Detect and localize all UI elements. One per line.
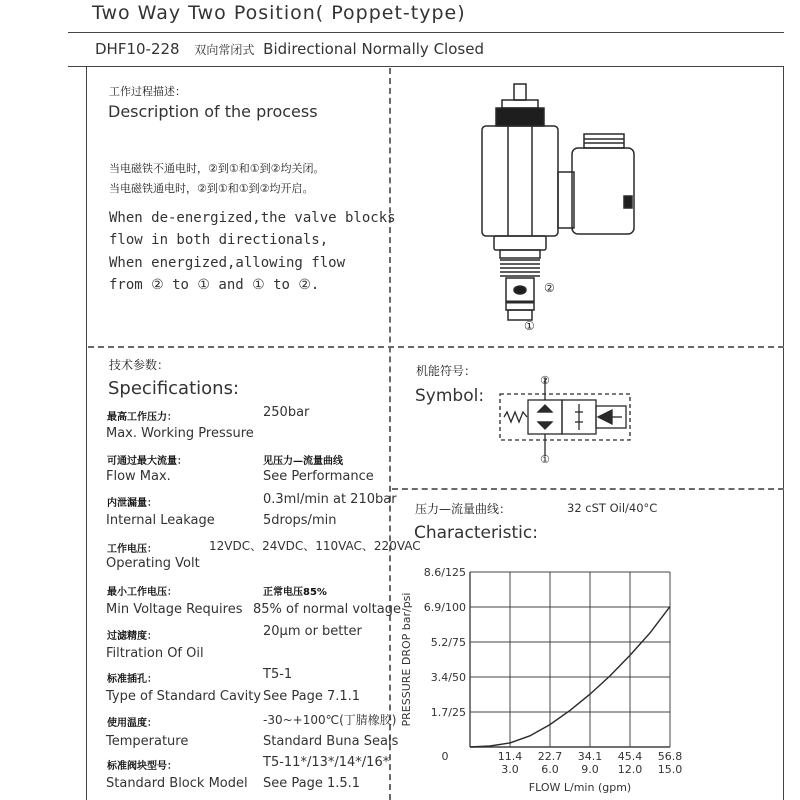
chart-y-tick-label: 5.2/75 [430,636,466,649]
spec-value: 250bar [263,405,310,420]
spec-label-cn: 最小工作电压： [107,587,177,598]
description-cn-line-2: 当电磁铁通电时，②到①和①到②均开启。 [109,182,314,195]
spec-value-2: See Page 1.5.1 [263,776,361,791]
spec-label-cn: 可通过最大流量： [107,456,187,467]
spec-label-cn: 内泄漏量： [107,498,157,509]
spec-label-en: Filtration Of Oil [106,646,204,661]
spec-label-en: Internal Leakage [106,513,215,528]
model-type-en: Bidirectional Normally Closed [263,40,484,58]
spec-value: 20μm or better [263,624,362,639]
description-heading-cn: 工作过程描述： [109,85,186,98]
model-line [95,40,484,58]
chart-x-tick-label-gpm: 9.0 [581,763,599,776]
spec-label-en: Type of Standard Cavity [106,689,262,704]
symbol-heading-en: Symbol: [415,386,485,406]
middle-divider [88,346,784,348]
chart-grid [470,572,670,747]
spec-value-cn: 正常电压85% [263,587,327,598]
spec-label-cn: 过滤精度： [107,631,157,642]
left-border [86,66,87,800]
spec-label-cn: 使用温度： [107,718,157,729]
spec-label-en: Operating Volt [106,556,200,571]
connector-plug [572,148,634,234]
model-number: DHF10-228 [95,40,180,58]
spec-value: T5-11*/13*/14*/16* [263,755,390,770]
chart-y-tick-label: 6.9/100 [423,601,466,614]
chart-y-axis-label: PRESSURE DROP bar/psi [400,592,413,727]
chart-ticks [424,566,682,776]
description-heading-en: Description of the process [108,102,318,121]
solenoid-coil [482,126,558,236]
spec-label-cn: 标准插孔： [107,674,157,685]
symbol-heading-cn: 机能符号： [416,364,477,378]
spec-label-en: Standard Block Model [106,776,248,791]
chart-x-axis-label: FLOW L/min (gpm) [528,781,632,794]
spec-value: 0.3ml/min at 210bar [263,492,397,507]
chart-x-tick-label-gpm: 15.0 [657,763,683,776]
symbol-port-1-label: ① [540,453,550,464]
valve-stem [514,84,526,100]
chart-y-tick-label: 3.4/50 [430,671,466,684]
spec-value-cn: 见压力—流量曲线 [263,456,343,467]
description-en-line-2: flow in both directionals, [109,232,329,248]
spec-value-2: See Page 7.1.1 [263,689,361,704]
description-cn-line-1: 当电磁铁不通电时，②到①和①到②均关闭。 [109,162,325,175]
spec-value: 85% of normal voltage [253,602,401,617]
description-en-line-1: When de-energized,the valve blocks [109,210,396,226]
chart-x-tick-label: 56.8 [657,750,683,763]
spec-value: See Performance [263,469,374,484]
header-divider-top [68,32,784,33]
valve-port-2-label: ② [544,281,555,295]
spec-heading-cn: 技术参数： [109,358,170,372]
chart-x-tick-label-gpm: 6.0 [541,763,559,776]
spec-value: T5-1 [263,667,293,682]
pressure-flow-chart [390,550,690,800]
valve-symbol [494,372,640,464]
valve-port-1-label: ① [524,319,535,333]
chart-y-tick-label: 1.7/25 [430,706,466,719]
spec-heading-en: Specifications: [108,378,240,399]
spec-label-cn: 工作电压： [107,544,157,555]
chart-x-tick-label-gpm: 3.0 [501,763,519,776]
chart-x-tick-label: 11.4 [497,750,523,763]
chart-x-tick-label-gpm: 12.0 [617,763,643,776]
model-type-cn: 双向常闭式 [194,43,255,57]
chart-x-tick-label: 45.4 [617,750,643,763]
right-border [783,66,784,800]
spec-value: 12VDC、24VDC、110VAC、220VAC [209,539,421,553]
spec-label-en: Min Voltage Requires [106,602,243,617]
chart-x-tick-label: 22.7 [537,750,563,763]
cartridge-thread [500,260,540,276]
spec-label-en: Temperature [106,734,189,749]
chart-x-tick-label: 34.1 [577,750,603,763]
spring-symbol [504,412,527,422]
spec-label-en: Flow Max. [106,469,171,484]
spec-value: -30~+100℃(丁腈橡胶) [263,713,397,727]
symbol-chart-divider [392,488,784,490]
spec-value-2: Standard Buna Seals [263,734,399,749]
chart-heading-en: Characteristic: [414,523,538,543]
description-en-line-4: from ② to ① and ① to ②. [109,277,320,293]
spec-label-cn: 最高工作压力： [107,412,177,423]
page-title: Two Way Two Position( Poppet-type) [92,2,466,24]
spec-label-cn: 标准阀块型号： [107,761,177,772]
description-en-line-3: When energized,allowing flow [109,255,346,271]
chart-heading-cn: 压力—流量曲线： [415,502,512,516]
chart-x-tick-label: 0 [441,750,449,763]
valve-drawing [460,78,660,340]
spec-label-en: Max. Working Pressure [106,426,254,441]
chart-y-tick-label: 8.6/125 [423,566,466,579]
header-divider-bottom [68,66,784,67]
chart-oil-note: 32 cST Oil/40°C [567,501,658,515]
symbol-port-2-label: ② [540,374,550,387]
spec-value-2: 5drops/min [263,513,337,528]
